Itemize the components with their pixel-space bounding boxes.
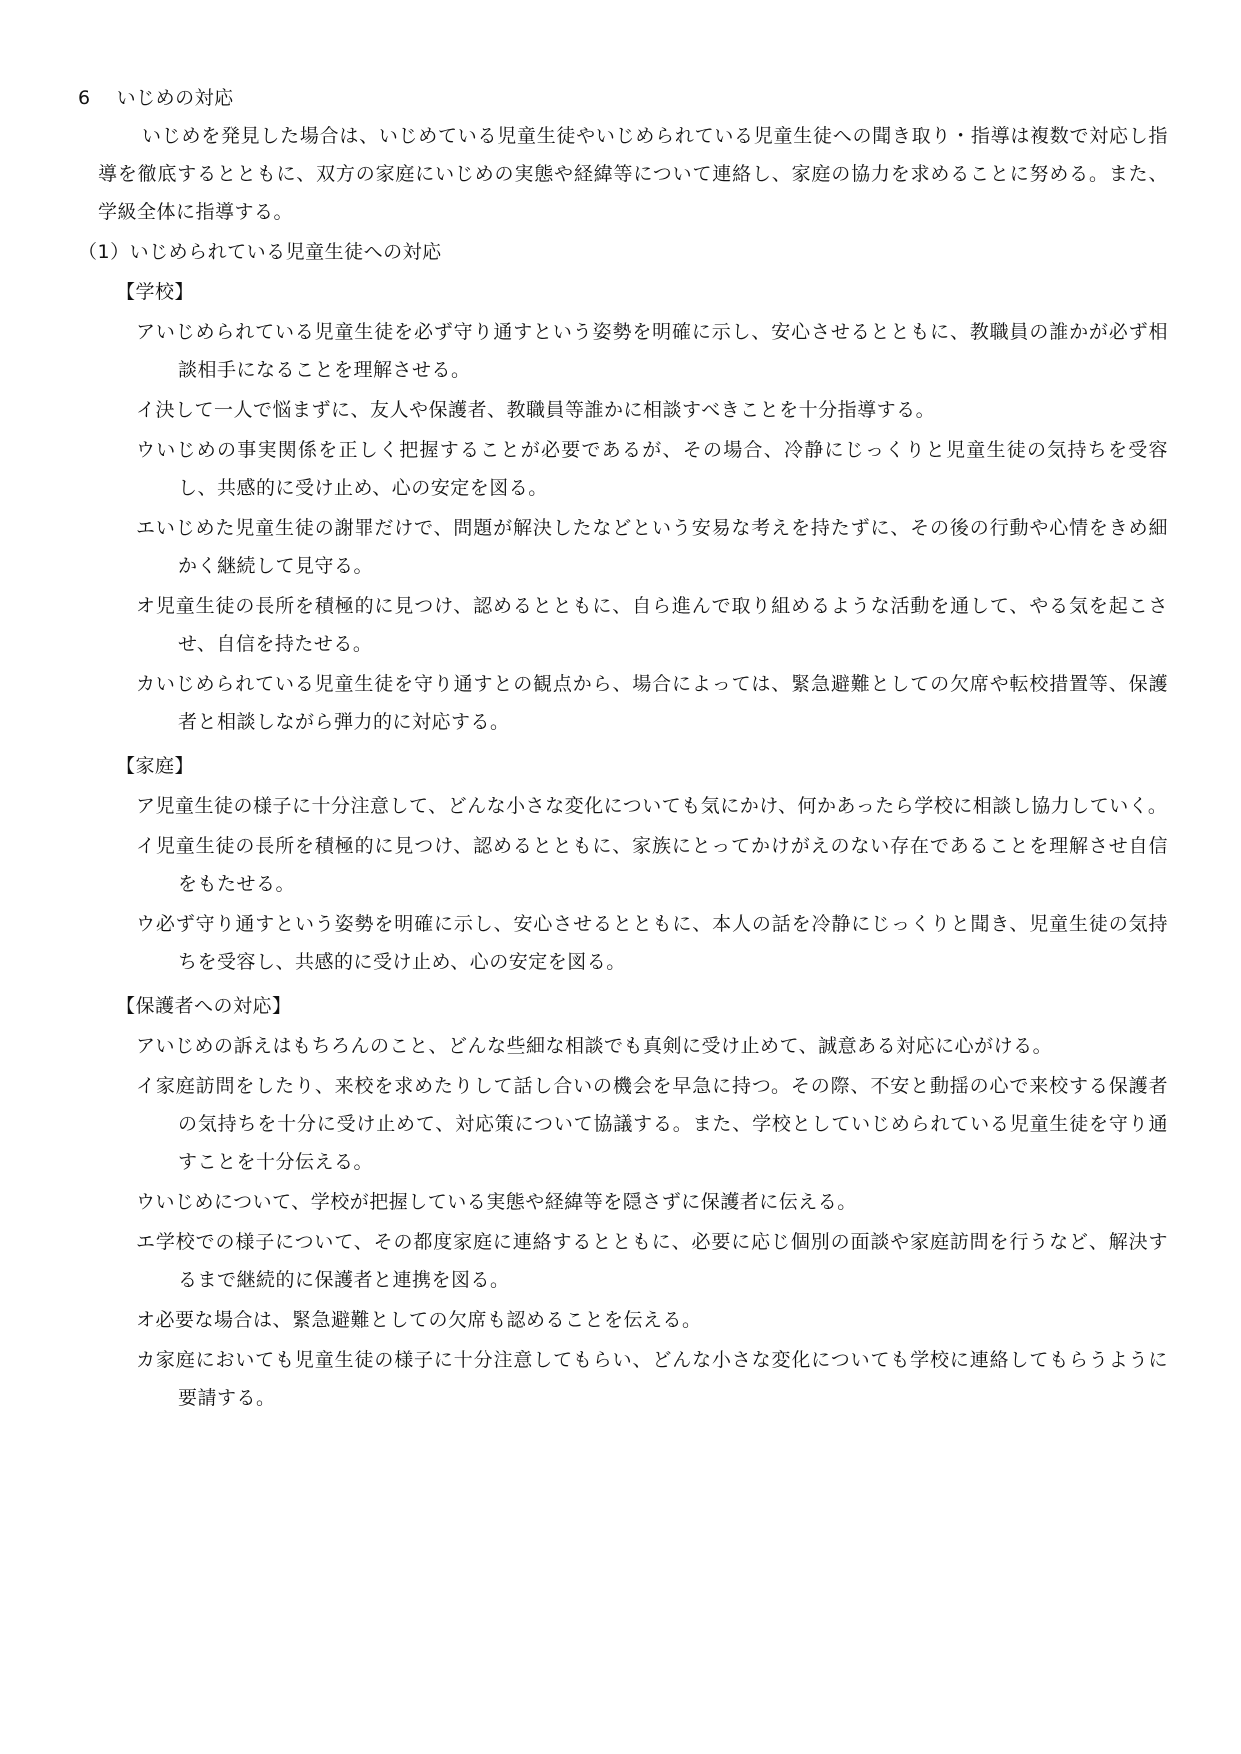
item-text: 必要な場合は、緊急避難としての欠席も認めることを伝える。 (155, 1309, 702, 1331)
item-marker: イ (136, 835, 156, 857)
subsection-number: （1） (78, 241, 130, 263)
item-text: 児童生徒の長所を積極的に見つけ、認めるとともに、自ら進んで取り組めるような活動を通して、やる気を起こさせ、自信を持たせる。 (155, 595, 1168, 655)
subsection-heading (78, 233, 1168, 271)
item-text: いじめられている児童生徒を必ず守り通すという姿勢を明確に示し、安心させるとともに、教職員の誰かが必ず相談相手になることを理解させる。 (155, 321, 1168, 381)
item-text: 学校での様子について、その都度家庭に連絡するとともに、必要に応じ個別の面談や家庭訪問を行うなど、解決するまで継続的に保護者と連携を図る。 (155, 1231, 1168, 1291)
section-title: いじめの対応 (116, 87, 234, 109)
response-group (78, 747, 1168, 981)
list-item (78, 905, 1168, 981)
item-marker: ア (136, 795, 156, 817)
list-item (78, 1067, 1168, 1181)
item-marker: ウ (136, 913, 156, 935)
item-marker: イ (136, 1075, 156, 1097)
list-item (78, 509, 1168, 585)
list-item (78, 827, 1168, 903)
list-item (78, 1341, 1168, 1417)
group-heading: 【学校】 (116, 281, 195, 303)
list-item (78, 787, 1168, 825)
section-number: 6 (78, 87, 91, 109)
response-group (78, 987, 1168, 1417)
item-text: いじめた児童生徒の謝罪だけで、問題が解決したなどという安易な考えを持たずに、その後の行動や心情をきめ細かく継続して見守る。 (155, 517, 1168, 577)
group-heading: 【保護者への対応】 (116, 995, 292, 1017)
list-item (78, 431, 1168, 507)
list-item (78, 1027, 1168, 1065)
subsection-title: いじめられている児童生徒への対応 (129, 241, 442, 263)
list-item (78, 665, 1168, 741)
response-groups (78, 273, 1168, 1417)
item-text: 家庭訪問をしたり、来校を求めたりして話し合いの機会を早急に持つ。その際、不安と動揺の心で来校する保護者の気持ちを十分に受け止めて、対応策について協議する。また、学校としていじめられている児童生徒を守り通すことを十分伝える。 (155, 1075, 1168, 1173)
item-text: 必ず守り通すという姿勢を明確に示し、安心させるとともに、本人の話を冷静にじっくりと聞き、児童生徒の気持ちを受容し、共感的に受け止め、心の安定を図る。 (155, 913, 1168, 973)
item-marker: ア (136, 321, 156, 343)
list-item (78, 1183, 1168, 1221)
section-heading (78, 79, 1168, 117)
item-marker: カ (136, 673, 156, 695)
item-marker: ア (136, 1035, 156, 1057)
list-item (78, 313, 1168, 389)
item-text: いじめの訴えはもちろんのこと、どんな些細な相談でも真剣に受け止めて、誠意ある対応に心がける。 (155, 1035, 1053, 1057)
intro-paragraph (78, 117, 1168, 231)
item-marker: エ (136, 1231, 156, 1253)
list-item (78, 1301, 1168, 1339)
item-marker: ウ (136, 1191, 156, 1213)
response-group (78, 273, 1168, 741)
item-marker: イ (136, 399, 156, 421)
list-item (78, 1223, 1168, 1299)
item-marker: オ (136, 1309, 156, 1331)
item-marker: オ (136, 595, 156, 617)
document-body (78, 79, 1168, 1417)
item-text: 児童生徒の長所を積極的に見つけ、認めるとともに、家族にとってかけがえのない存在であることを理解させ自信をもたせる。 (155, 835, 1168, 895)
intro-text: いじめを発見した場合は、いじめている児童生徒やいじめられている児童生徒への聞き取り・指導は複数で対応し指導を徹底するとともに、双方の家庭にいじめの実態や経緯等について連絡し、家庭の協力を求めることに努める。また、学級全体に指導する。 (98, 125, 1168, 223)
item-marker: エ (136, 517, 156, 539)
list-item (78, 587, 1168, 663)
item-text: いじめについて、学校が把握している実態や経緯等を隠さずに保護者に伝える。 (155, 1191, 857, 1213)
group-heading: 【家庭】 (116, 755, 195, 777)
list-item (78, 391, 1168, 429)
item-text: いじめの事実関係を正しく把握することが必要であるが、その場合、冷静にじっくりと児童生徒の気持ちを受容し、共感的に受け止め、心の安定を図る。 (156, 439, 1168, 499)
item-text: 児童生徒の様子に十分注意して、どんな小さな変化についても気にかけ、何かあったら学校に相談し協力していく。 (155, 795, 1168, 817)
item-text: 家庭においても児童生徒の様子に十分注意してもらい、どんな小さな変化についても学校に連絡してもらうように要請する。 (155, 1349, 1168, 1409)
item-marker: ウ (136, 439, 157, 461)
item-text: いじめられている児童生徒を守り通すとの観点から、場合によっては、緊急避難としての欠席や転校措置等、保護者と相談しながら弾力的に対応する。 (155, 673, 1168, 733)
item-marker: カ (136, 1349, 156, 1371)
item-text: 決して一人で悩まずに、友人や保護者、教職員等誰かに相談すべきことを十分指導する。 (155, 399, 936, 421)
